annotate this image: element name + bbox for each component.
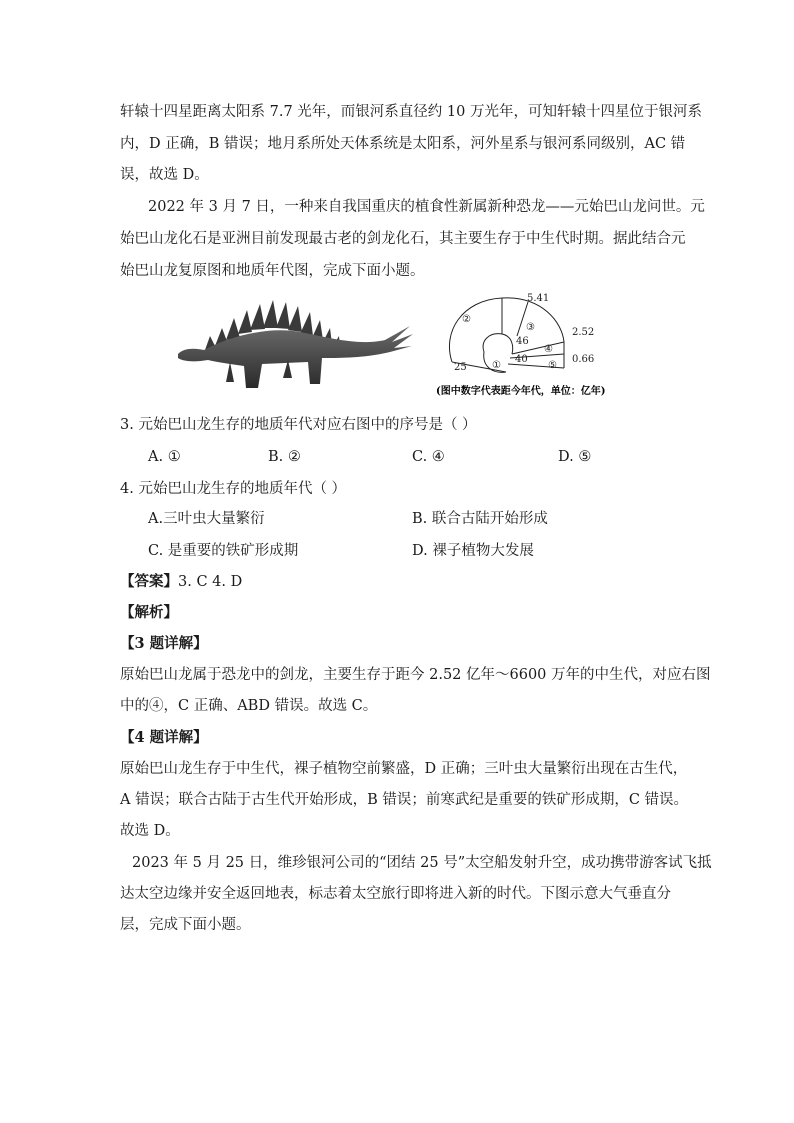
label-46: 46	[516, 336, 529, 347]
label-40: 40	[515, 354, 528, 365]
q4-option-a: A.三叶虫大量繁衍	[148, 511, 265, 527]
seg-5: ⑤	[548, 360, 557, 371]
d4-line2: A 错误；联合古陆于古生代开始形成，B 错误；前寒武纪是重要的铁矿形成期，C 错误。	[120, 792, 689, 808]
label-0-66: 0.66	[572, 354, 595, 365]
stegosaurus-image	[170, 292, 415, 397]
q4-option-d: D. 裸子植物大发展	[412, 543, 534, 559]
para2-line2: 达太空边缘并安全返回地表，标志着太空旅行即将进入新的时代。下图示意大气垂直分	[120, 886, 671, 902]
geologic-time-spiral	[432, 292, 622, 402]
q4-option-b: B. 联合古陆开始形成	[412, 511, 548, 527]
label-5-41: 5.41	[527, 293, 550, 304]
d3-line2: 中的④，C 正确、ABD 错误。故选 C。	[120, 698, 378, 714]
d4-line3: 故选 D。	[120, 823, 180, 839]
q3-option-c: C. ④	[412, 449, 445, 465]
para2-line3: 层，完成下面小题。	[120, 917, 251, 933]
seg-3: ③	[526, 322, 535, 333]
spiral-outer-path	[449, 298, 564, 368]
q4-stem: 4. 元始巴山龙生存的地质年代（ ）	[120, 481, 347, 497]
spiral-inner-path	[483, 334, 513, 354]
para1-line1: 轩辕十四星距离太阳系 7.7 光年，而银河系直径约 10 万光年，可知轩辕十四星位于银河系	[120, 104, 702, 120]
answer-text: 3. C 4. D	[178, 574, 243, 590]
analysis-heading: 【解析】	[120, 604, 178, 621]
d4-line1: 原始巴山龙生存于中生代，裸子植物空前繁盛，D 正确；三叶虫大量繁衍出现在古生代，	[120, 761, 688, 777]
answer-label: 【答案】	[120, 573, 178, 590]
d4-heading: 【4 题详解】	[120, 729, 208, 746]
label-25: 25	[454, 362, 467, 373]
figure	[170, 292, 630, 402]
q3-stem: 3. 元始巴山龙生存的地质年代对应右图中的序号是（ ）	[120, 417, 477, 433]
q3-option-d: D. ⑤	[558, 449, 592, 465]
figure-caption: (图中数字代表距今年代，单位：亿年)	[436, 386, 606, 397]
para1-line2: 内，D 正确，B 错误；地月系所处天体系统是太阳系，河外星系与银河系同级别，AC 错	[120, 136, 686, 152]
seg-4: ④	[544, 344, 553, 355]
label-2-52: 2.52	[572, 327, 595, 338]
q3-option-a: A. ①	[148, 449, 181, 465]
answer-line	[120, 572, 242, 592]
para1-line3: 误，故选 D。	[120, 167, 209, 183]
q3-option-b: B. ②	[268, 449, 301, 465]
intro-line1: 2022 年 3 月 7 日，一种来自我国重庆的植食性新属新种恐龙——元始巴山龙问世。元	[148, 199, 705, 215]
q4-option-c: C. 是重要的铁矿形成期	[148, 543, 299, 559]
seg-1: ①	[492, 360, 501, 371]
d3-heading: 【3 题详解】	[120, 635, 208, 652]
d3-line1: 原始巴山龙属于恐龙中的剑龙，主要生存于距今 2.52 亿年～6600 万年的中生代，对应右图	[120, 667, 711, 683]
intro-line2: 始巴山龙化石是亚洲目前发现最古老的剑龙化石，其主要生存于中生代时期。据此结合元	[120, 231, 686, 247]
seg-2: ②	[462, 314, 471, 325]
para2-line1: 2023 年 5 月 25 日，维珍银河公司的“团结 25 号”太空船发射升空，成功携带游客试飞抵	[132, 855, 712, 871]
intro-line3: 始巴山龙复原图和地质年代图，完成下面小题。	[120, 263, 425, 279]
